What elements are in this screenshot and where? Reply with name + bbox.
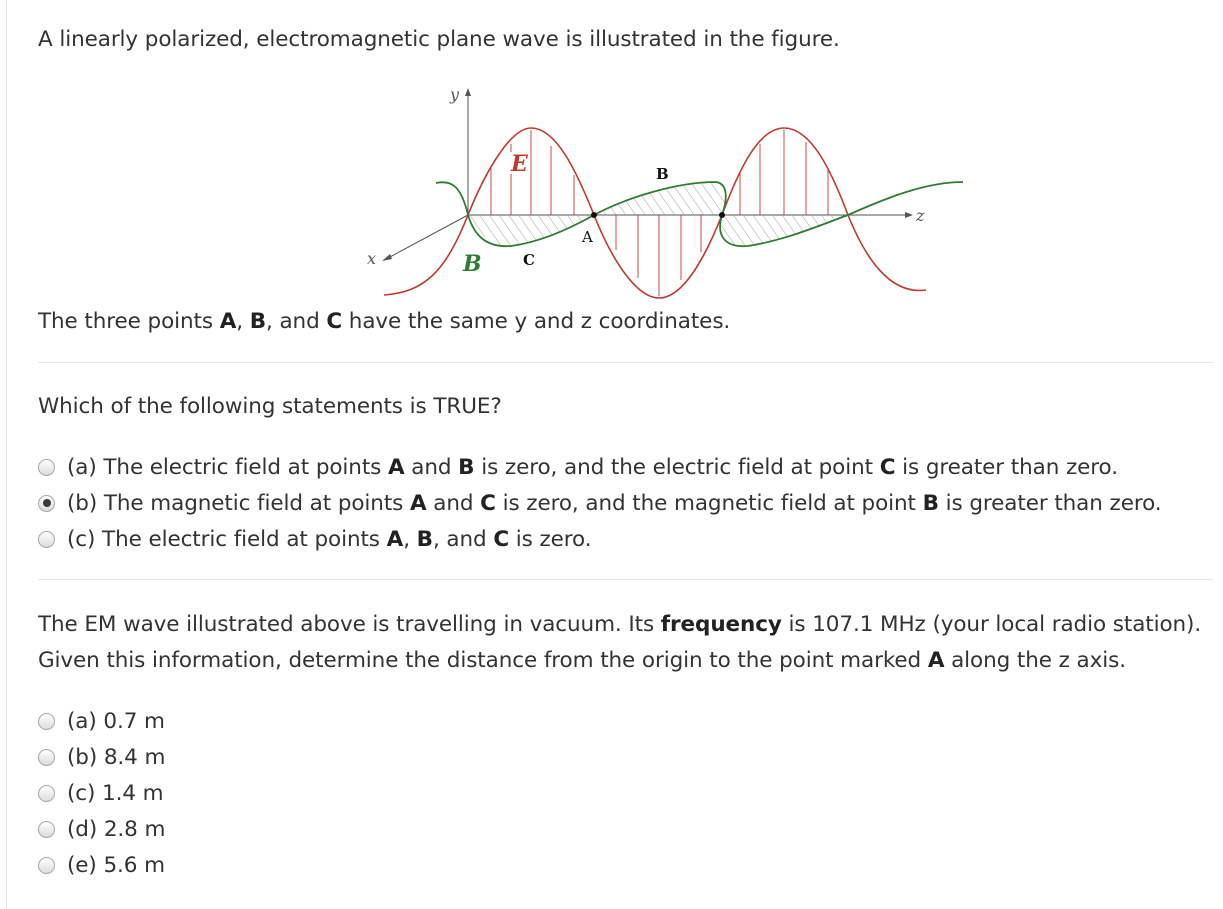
q1-option-c-radio[interactable] — [38, 531, 55, 548]
q2-option-c[interactable] — [38, 775, 164, 811]
y-axis-label: y — [450, 85, 460, 104]
q2-option-c-radio[interactable] — [38, 785, 55, 802]
x-axis-arrow — [382, 254, 392, 261]
z-axis-label: z — [916, 206, 925, 225]
section-divider — [38, 362, 1213, 363]
point-c-marker — [719, 212, 725, 218]
y-axis-arrow — [465, 88, 471, 96]
intro-text: A linearly polarized, electromagnetic plane wave is illustrated in the figure. — [38, 27, 840, 52]
b-field-label: B — [463, 251, 482, 277]
q2-option-e-radio[interactable] — [38, 857, 55, 874]
x-axis — [388, 215, 468, 258]
question2-line1: The EM wave illustrated above is travelling in vacuum. Its frequency is 107.1 MHz (your local radio station). — [38, 612, 1202, 637]
q2-option-a-label: (a) 0.7 m — [67, 708, 165, 734]
q1-option-c[interactable] — [38, 521, 591, 557]
q1-option-c-label: (c) The electric field at points A, B, and C is zero. — [67, 526, 592, 552]
points-note: The three points A, B, and C have the same y and z coordinates. — [38, 309, 731, 334]
q1-option-b-radio[interactable] — [38, 495, 55, 512]
section-divider-2 — [38, 579, 1213, 580]
magnetic-field-region-2 — [594, 182, 725, 215]
q1-option-a[interactable] — [38, 449, 1118, 485]
q2-option-e-label: (e) 5.6 m — [67, 852, 165, 878]
point-a-marker — [591, 212, 597, 218]
magnetic-field-region-3 — [721, 215, 848, 246]
left-border — [6, 0, 7, 909]
q1-option-a-radio[interactable] — [38, 459, 55, 476]
q2-option-a[interactable] — [38, 703, 165, 739]
point-b-label: B — [656, 165, 669, 183]
q2-option-b-label: (b) 8.4 m — [67, 744, 166, 770]
q2-option-d-label: (d) 2.8 m — [67, 816, 166, 842]
question1-prompt: Which of the following statements is TRUE? — [38, 394, 502, 419]
q2-option-c-label: (c) 1.4 m — [67, 780, 164, 806]
x-axis-label: x — [367, 249, 377, 268]
q1-option-a-label: (a) The electric field at points A and B is zero, and the electric field at point C is greater than zero. — [67, 454, 1118, 480]
e-field-label: E — [511, 151, 528, 177]
q2-option-a-radio[interactable] — [38, 713, 55, 730]
em-wave-figure — [326, 80, 966, 310]
q2-option-d[interactable] — [38, 811, 165, 847]
q2-option-b[interactable] — [38, 739, 165, 775]
question2-line2: Given this information, determine the distance from the origin to the point marked A along the z axis. — [38, 648, 1126, 673]
q2-option-e[interactable] — [38, 847, 165, 883]
q1-option-b[interactable] — [38, 485, 1162, 521]
point-c-label: C — [523, 251, 535, 269]
q2-option-d-radio[interactable] — [38, 821, 55, 838]
q2-option-b-radio[interactable] — [38, 749, 55, 766]
z-axis-arrow — [905, 212, 913, 218]
point-a-label: A — [582, 228, 593, 246]
q1-option-b-label: (b) The magnetic field at points A and C is zero, and the magnetic field at point B is greater than zero. — [67, 490, 1162, 516]
